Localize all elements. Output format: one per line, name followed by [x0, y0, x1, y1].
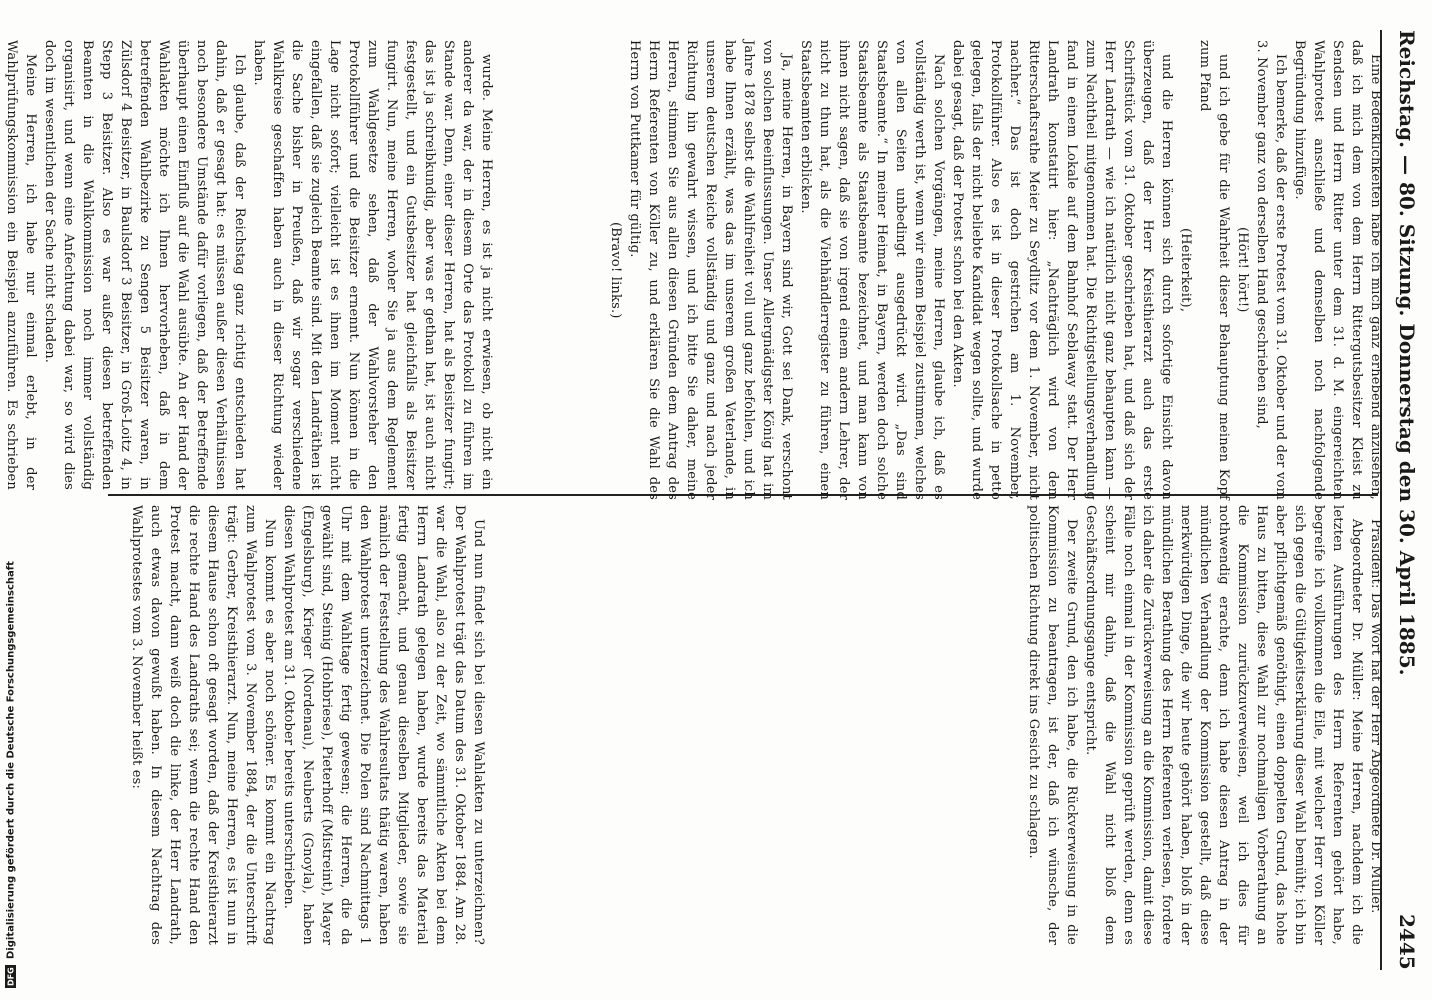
- paragraph: wurde. Meine Herren, es ist ja nicht erwiesen, ob nicht ein anderer da war, der in diesem Orte das Protokoll zu führen im Stande war. Denn, einer dieser Herren, hat als Beisitzer fungirt; das ist ja schreibkundig, aber was er gethan hat, ist auch nicht festgestellt, und ein Gutsbesitzer hat gleichfalls als Beisitzer fungirt. Nun, meine Herren, woher Sie ja aus dem Reglement zum Wahlgesetze sehen, daß der Wahlvorsteher den Protokollführer und die Beisitzer ernennt. Nun können in die Lage nicht sofort; vielleicht ist es ihnen im Moment nicht eingefallen, daß sie zugleich Beamte sind. Mit den Landräthen ist die Sache bisher in Preußen, daß wir sogar verschiedene Wahlkreise geschaffen haben auch in dieser Richtung wieder haben.: [251, 40, 494, 490]
- paragraph: Eine Bedenklichkeiten habe ich mich ganz erhebend anzusehen, daß ich mich dem von dem Herrn Rittergutsbesitzer Kleist zu Sendsen und Herrn Ritter unter dem 31. d. M. eingereichten Wahlprotest anschließe und demselben noch nachfolgende Begründung hinzufüge.: [1292, 40, 1383, 500]
- paragraph: Ja, meine Herren, in Bayern sind wir, Gott sei Dank, verschont von solchen Beeinflussungen. Unser Allergnädigster König hat im Jahre 1878 selbst die Wahlfreiheit voll und ganz befohlen, und ich habe Ihnen erzählt, was das im unserem großen Vaterlande, in unserem deutschen Reiche vollständig und ganz und nach jeder Richtung hin gewahrt wissen, und ich bitte Sie daher, meine Herren, stimmen Sie aus allen diesen Gründen dem Antrag des Herrn Referenten von Köller zu, und erklären Sie die Wahl des Herrn von Puttkamer für gültig.: [627, 40, 794, 500]
- paragraph: Und nun findet sich bei diesen Wahlakten zu unterzeichnen? Der Wahlprotest trägt das Datum des 31. Oktober 1884. Am 28. war die Wahl, also zu der Zeit, wo sämmtliche Akten bei dem Herrn Landrath gelegen haben, wurde bereits das Material fertig gemacht, und genau dieselben Mitglieder, sowie sie nämlich der Feststellung des Wahlresultats thätig waren, haben den Wahlprotest unterzeichnet. Die Polen sind Nachmittags 1 Uhr mit dem Wahltage fertig gewesen; die Herren, die da gewählt sind, Steinig (Hohbriese), Pieterhoff (Mistreint), Mayer (Engelsburg), Krieger (Nordenau), Neuberts (Gnoyla), haben diesen Wahlprotest am 31. Oktober bereits unterschrieben.: [281, 505, 486, 945]
- text-column-upper-right: [505, 40, 1385, 500]
- paragraph: Meine Herren, ich habe nur einmal erlebt, in der Wahlprüfungskommission ein Beispiel anzuführen. Es schrieben: [4, 40, 38, 490]
- text-column-lower-right: [505, 505, 1385, 945]
- dfg-logo: DFG: [6, 967, 16, 986]
- paragraph: und ich gebe für die Wahrheit dieser Behauptung meinen Kopf zum Pfand: [1197, 40, 1231, 500]
- digitization-credit: [0, 0, 22, 1000]
- interjection: (Bravo! links.): [608, 221, 623, 319]
- running-title: Reichstag. — 80. Sitzung. Donnerstag den 30. April 1885.: [1395, 30, 1419, 676]
- paragraph: Der zweite Grund, den ich habe, die Rückverweisung in die Kommission zu beantragen, ist der, daß ich wünsche, der politischen Richtung direkt ins Gesicht zu schlagen.: [1026, 505, 1079, 945]
- page-header: [1385, 30, 1419, 970]
- text-column-lower-left: [108, 505, 488, 945]
- page-number: 2445: [1395, 914, 1419, 970]
- credit-text: Digitalisierung gefördert durch die Deutsche Forschungsgemeinschaft: [5, 561, 17, 960]
- interjection: (Hört! hört!): [1235, 227, 1250, 313]
- paragraph: Nun kommt es aber noch schöner. Es kommt ein Nachtrag zum Wahlprotest vom 3. November 1884, der die Unterschrift trägt: Gerber, Kreisthierarzt. Nun, meine Herren, es ist nun in diesem Hause schon oft gesagt worden, daß der Kreisthierarzt die rechte Hand des Landraths sei; wenn die rechte Hand den Protest macht, dann weiß doch die linke, der Herr Landrath, auch etwas davon gewußt haben. In diesem Nachtrag des Wahlprotestes vom 3. November heißt es:: [129, 505, 277, 945]
- paragraph: und die Herren können sich durch sofortige Einsicht davon überzeugen, daß der Herr Kreisthierarzt auch das erste Schriftstück vom 31. Oktober geschrieben hat, und daß sich der Herr Landrath — wie ich natürlich nicht ganz behaupten kann — zum Nachtheil mitgenommen hat. Die Richtigstellungsverhandlung fand in einem Lokale auf dem Bahnhof Seblaway statt. Der Herr Landrath konstatirt hier: „Nachträglich wird von dem Ritterschaftsrathe Meier zu Seydlitz vor dem 1. November, nicht nachher.“ Das ist doch gestrichen am 1. November, Protokollführer. Also es ist in dieser Protokollsache in petto gelegen, falls der nicht beliebte Kandidat wegen sollte, und wurde dabei gesagt, daß der Protest schon bei den Akten.: [950, 40, 1174, 500]
- speaker-paragraph: Abgeordneter Dr. Müller: Meine Herren, nachdem ich die letzten Ausführungen des Herrn Referenten gehört habe, begreife ich vollkommen die Eile, mit welcher Herr von Köller sich gegen die Gültigkeitserklärung dieser Wahl bemüht; ich bin aber pflichtgemäß genöthigt, einen doppelten Grund, das hohe Haus zu bitten, diese Wahl zur nochmaligen Vorberathung an die Kommission zurückzuverweisen, weil ich dies für nothwendig erachte, denn ich habe diesen Antrag in der mündlichen Verhandlung der Kommission gestellt, daß diese merkwürdigen Dinge, die wir heute gehört haben, bloß in der mündlichen Berathung des Herrn Referenten verlesen, fordere ich daher die Zurückverweisung an die Kommission, damit diese Fälle noch einmal in der Kommission geprüft werden, denn es scheint mir dahin, daß die Wahl nicht bloß dem Geschäftsordnungsgange entspricht.: [1083, 505, 1364, 945]
- paragraph: Ich bemerke, daß der erste Protest vom 31. Oktober und der vom 3. November ganz von derselben Hand geschrieben sind,: [1254, 40, 1288, 500]
- interjection: (Heiterkeit),: [1178, 227, 1193, 313]
- speaker-paragraph: Präsident: Das Wort hat der Herr Abgeordnete Dr. Müller.: [1368, 519, 1383, 914]
- paragraph: Nach solchen Vorgängen, meine Herren, glaube ich, daß es vollständig werth ist, wenn wir einem Beispiel zustimmen, welches von allen Seiten unbedingt ausgedrückt wird. „Das sind Staatsbeamte.“ In meiner Heimat, in Bayern, werden doch solche Staatsbeamte als Staatsbeamte bezeichnet, und man kann von ihnen nicht sagen, daß sie von irgend einem andern Lehrer, der nicht zu thun hat, als die Viehhändlerregister zu führen, einen Staatsbeamten erblicken.: [798, 40, 946, 500]
- paragraph: Ich glaube, daß der Reichstag ganz richtig entschieden hat dahin, daß er gesagt hat: es müssen außer diesen Verhältnissen noch besondere Umstände dafür vorliegen, daß der Betreffende überhaupt einen Einfluß auf die Wahl ausübte. An der Hand der Wahlakten möchte ich Ihnen hervorheben, daß in dem betreffenden Wahlbezirke zu Sengen 5 Beisitzer waren, in Zülsdorf 4 Beisitzer, in Baulsdorf 3 Beisitzer, in Groß-Loitz 4, in Stepp 3 Beisitzer. Also es war außer diesen betreffenden Beamten in die Wahlkommission noch immer vollständig organisirt, und wenn eine Anfechtung dabei war, so wird dies doch im wesentlichen der Sache nicht schaden.: [42, 40, 247, 490]
- text-column-upper-left: [4, 40, 496, 490]
